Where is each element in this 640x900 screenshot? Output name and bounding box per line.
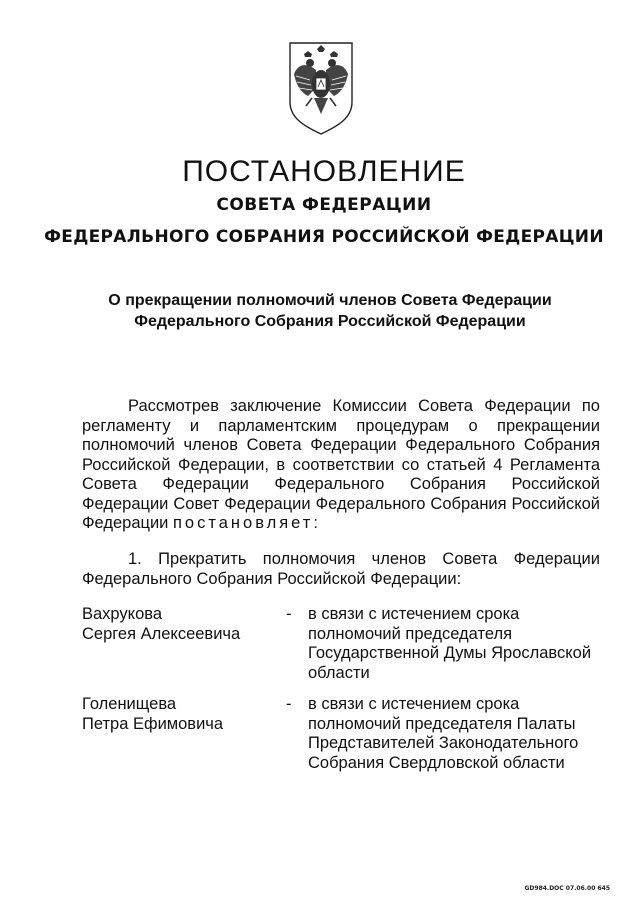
member-given-names: Петра Ефимовича — [82, 714, 224, 733]
member-reason: в связи с истечением срока полномочий председателя Палаты Представителей Законодательного Собрания Свердловской области — [308, 695, 579, 772]
subject-line-1: О прекращении полномочий членов Совета Федерации — [108, 292, 552, 309]
document-title: ПОСТАНОВЛЕНИЕ — [182, 155, 466, 188]
member-name — [82, 605, 272, 644]
member-given-names: Сергея Алексеевича — [82, 624, 241, 643]
resolution-item-1: 1. Прекратить полномочия членов Совета Федерации Федерального Собрания Российской Федерации: — [82, 550, 600, 588]
member-name — [82, 695, 272, 734]
member-reason: в связи с истечением срока полномочий председателя Государственной Думы Ярославской области — [308, 605, 592, 682]
decision-word: постановляет: — [173, 514, 321, 532]
issuer-line-2: ФЕДЕРАЛЬНОГО СОБРАНИЯ РОССИЙСКОЙ ФЕДЕРАЦИИ — [44, 227, 604, 247]
document-subject — [80, 290, 580, 332]
member-dash: - — [286, 605, 292, 623]
member-surname: Вахрукова — [82, 605, 163, 623]
coat-of-arms-icon — [286, 40, 356, 136]
preamble-paragraph — [82, 397, 600, 534]
issuer-line-1: СОВЕТА ФЕДЕРАЦИИ — [216, 195, 432, 215]
subject-line-2: Федерального Собрания Российской Федерации — [134, 313, 526, 330]
member-surname: Голенищева — [82, 695, 177, 713]
preamble-text: Рассмотрев заключение Комиссии Совета Федерации по регламенту и парламентским процедурам о прекращении полномочий членов Совета Федерации Федерального Собрания Российской Федерации, в соответствии со статьей 4 Регламента Совета Федерации Федерального Собрания Российской Федерации Совет Федерации Федерального Собрания Российской Федерации — [82, 397, 600, 532]
member-dash: - — [286, 695, 292, 713]
file-code: GD984.DOC 07.06.00 645 — [524, 885, 610, 892]
